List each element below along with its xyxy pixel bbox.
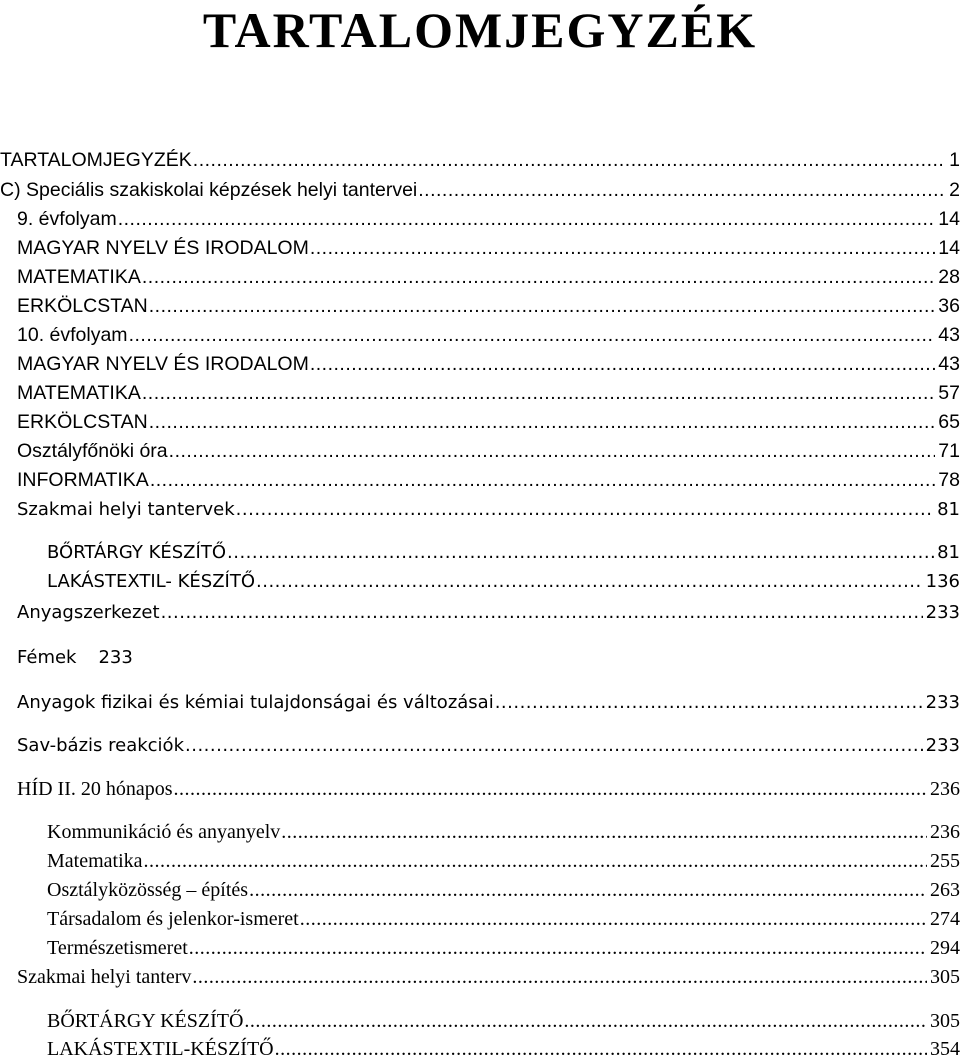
toc-entry[interactable] xyxy=(17,293,960,319)
toc-entry-label: BŐRTÁRGY KÉSZÍTŐ xyxy=(47,1010,244,1032)
toc-entry[interactable] xyxy=(17,467,960,493)
toc-leader-dots xyxy=(142,380,935,406)
toc-entry-page: 65 xyxy=(938,411,960,433)
toc-entry[interactable] xyxy=(47,935,960,961)
toc-entry-label: Anyagszerkezet xyxy=(17,602,160,623)
toc-entry-label: Osztályközösség – építés xyxy=(47,879,249,901)
toc-entry[interactable] xyxy=(17,600,960,626)
page-title: TARTALOMJEGYZÉK xyxy=(202,2,758,58)
toc-entry-label: LAKÁSTEXTIL- KÉSZÍTŐ xyxy=(47,571,256,592)
toc-entry-label: INFORMATIKA xyxy=(17,469,149,491)
toc-leader-dots xyxy=(310,235,935,261)
toc-entry-page: 57 xyxy=(938,382,960,404)
toc-leader-dots xyxy=(275,1036,927,1062)
toc-entry-label: MATEMATIKA xyxy=(17,266,141,288)
toc-entry[interactable] xyxy=(17,322,960,348)
toc-entry-page: 71 xyxy=(938,440,960,462)
toc-entry-label: C) Speciális szakiskolai képzések helyi tantervei xyxy=(0,179,418,201)
toc-entry-label: 10. évfolyam xyxy=(17,324,128,346)
toc-entry-page: 233 xyxy=(925,602,960,623)
toc-entry[interactable] xyxy=(47,848,960,874)
toc-entry-page: 263 xyxy=(930,879,960,901)
toc-entry-label: Sav-bázis reakciók xyxy=(17,735,184,756)
toc-entry-label: MAGYAR NYELV ÉS IRODALOM xyxy=(17,353,309,375)
toc-entry-page: 136 xyxy=(925,571,960,592)
toc-entry-page: 255 xyxy=(930,850,960,872)
toc-entry[interactable] xyxy=(17,645,133,671)
toc-entry-label: Természetismeret xyxy=(47,937,188,959)
toc-entry[interactable] xyxy=(47,819,960,845)
toc-entry-page: 236 xyxy=(930,778,960,800)
toc-entry-label: 9. évfolyam xyxy=(17,208,117,230)
toc-entry[interactable] xyxy=(47,1008,960,1034)
toc-entry-page: 43 xyxy=(938,353,960,375)
toc-leader-dots xyxy=(236,497,934,523)
toc-entry-label: Osztályfőnöki óra xyxy=(17,440,168,462)
toc-leader-dots xyxy=(256,569,923,595)
toc-entry[interactable] xyxy=(0,147,960,173)
toc-entry[interactable] xyxy=(17,409,960,435)
toc-entry-label: Szakmai helyi tanterv xyxy=(17,966,192,988)
toc-leader-dots xyxy=(144,848,927,874)
toc-leader-dots xyxy=(161,600,923,626)
toc-leader-dots xyxy=(174,776,927,802)
toc-leader-dots xyxy=(129,322,936,348)
toc-leader-dots xyxy=(169,438,936,464)
toc-entry[interactable] xyxy=(47,1036,960,1062)
toc-entry[interactable] xyxy=(17,264,960,290)
toc-leader-dots xyxy=(142,264,935,290)
toc-entry-page: 236 xyxy=(930,821,960,843)
toc-entry-label: Fémek xyxy=(17,647,77,668)
toc-entry[interactable] xyxy=(17,733,960,759)
toc-entry-page: 233 xyxy=(925,692,960,713)
toc-entry-page: 14 xyxy=(938,237,960,259)
toc-entry-label: Szakmai helyi tantervek xyxy=(17,499,235,520)
toc-leader-dots xyxy=(189,935,927,961)
toc-leader-dots xyxy=(150,467,935,493)
toc-leader-dots xyxy=(310,351,935,377)
toc-entry-page: 78 xyxy=(938,469,960,491)
toc-entry-page: 14 xyxy=(938,208,960,230)
toc-entry[interactable] xyxy=(17,497,960,523)
toc-entry-page: 36 xyxy=(938,295,960,317)
toc-entry-page: 81 xyxy=(937,499,960,520)
toc-entry-label: Anyagok fizikai és kémiai tulajdonságai és változásai xyxy=(17,692,494,713)
toc-entry[interactable] xyxy=(47,906,960,932)
toc-leader-dots xyxy=(149,293,936,319)
toc-entry-page: 305 xyxy=(930,1010,960,1032)
toc-leader-dots xyxy=(227,540,934,566)
toc-entry[interactable] xyxy=(17,776,960,802)
toc-leader-dots xyxy=(193,147,946,173)
toc-entry-label: Társadalom és jelenkor-ismeret xyxy=(47,908,299,930)
toc-entry-page: 1 xyxy=(949,149,960,171)
toc-entry-label: BŐRTÁRGY KÉSZÍTŐ xyxy=(47,542,226,563)
toc-entry[interactable] xyxy=(47,569,960,595)
toc-leader-dots xyxy=(244,1008,927,1034)
toc-leader-dots xyxy=(249,877,927,903)
toc-entry[interactable] xyxy=(17,351,960,377)
toc-entry[interactable] xyxy=(0,177,960,203)
toc-leader-dots xyxy=(495,690,923,716)
toc-leader-dots xyxy=(418,177,946,203)
toc-entry[interactable] xyxy=(17,206,960,232)
toc-entry[interactable] xyxy=(17,380,960,406)
toc-leader-dots xyxy=(281,819,927,845)
toc-entry-label: ERKÖLCSTAN xyxy=(17,295,148,317)
toc-entry-label: MATEMATIKA xyxy=(17,382,141,404)
toc-entry[interactable] xyxy=(17,438,960,464)
toc-leader-dots xyxy=(192,964,927,990)
toc-entry-page: 81 xyxy=(937,542,960,563)
toc-entry[interactable] xyxy=(47,877,960,903)
toc-entry-label: MAGYAR NYELV ÉS IRODALOM xyxy=(17,237,309,259)
toc-entry-label: LAKÁSTEXTIL-KÉSZÍTŐ xyxy=(47,1038,274,1060)
toc-entry[interactable] xyxy=(17,235,960,261)
toc-entry-page: 233 xyxy=(925,735,960,756)
toc-leader-dots xyxy=(300,906,927,932)
toc-entry[interactable] xyxy=(47,540,960,566)
toc-entry-label: Matematika xyxy=(47,850,143,872)
toc-entry-page: 233 xyxy=(98,647,133,668)
toc-entry-page: 28 xyxy=(938,266,960,288)
toc-entry-label: Kommunikáció és anyanyelv xyxy=(47,821,281,843)
toc-leader-dots xyxy=(149,409,936,435)
toc-entry-label: HÍD II. 20 hónapos xyxy=(17,778,173,800)
toc-entry-label: ERKÖLCSTAN xyxy=(17,411,148,433)
toc-entry-page: 43 xyxy=(938,324,960,346)
toc-entry-label: TARTALOMJEGYZÉK xyxy=(0,149,192,171)
toc-entry-page: 305 xyxy=(930,966,960,988)
toc-leader-dots xyxy=(118,206,936,232)
toc-entry-page: 354 xyxy=(930,1038,960,1060)
toc-entry-page: 2 xyxy=(949,179,960,201)
toc-entry[interactable] xyxy=(17,690,960,716)
toc-entry-page: 294 xyxy=(930,937,960,959)
toc-leader-dots xyxy=(185,733,923,759)
toc-entry-page: 274 xyxy=(930,908,960,930)
toc-entry[interactable] xyxy=(17,964,960,990)
